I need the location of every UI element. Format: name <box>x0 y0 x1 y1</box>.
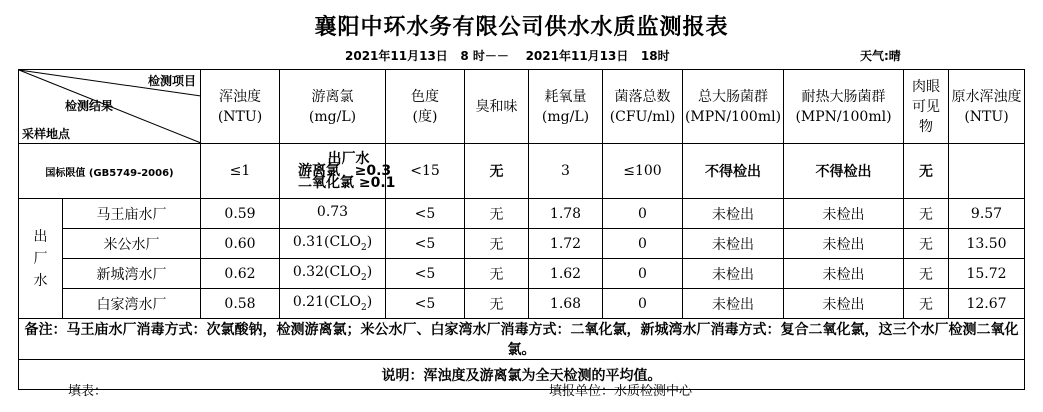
cell-coliform: 未检出 <box>683 289 784 319</box>
cell-visible: 无 <box>904 199 949 229</box>
cell-turbidity: 0.58 <box>201 289 280 319</box>
cell-thermo-coliform: 未检出 <box>784 259 904 289</box>
cell-oxygen: 1.72 <box>529 229 603 259</box>
corner-header-cell <box>19 70 201 144</box>
column-header-raw-turbidity: 原水浑浊度 (NTU) <box>949 70 1025 144</box>
cell-coliform: 未检出 <box>683 229 784 259</box>
cell-raw-turbidity: 15.72 <box>949 259 1025 289</box>
cell-turbidity: 0.59 <box>201 199 280 229</box>
column-header-color: 色度 (度) <box>386 70 465 144</box>
corner-label-site: 采样地点 <box>22 127 71 141</box>
cell-oxygen: 1.78 <box>529 199 603 229</box>
cell-coliform: 未检出 <box>683 259 784 289</box>
limit-turbidity: ≤1 <box>201 144 280 199</box>
cell-bacteria: 0 <box>603 229 683 259</box>
cell-bacteria: 0 <box>603 289 683 319</box>
column-header-visible: 肉眼可见物 <box>904 70 949 144</box>
column-header-oxygen: 耗氧量 (mg/L) <box>529 70 603 144</box>
table-row <box>19 199 1025 229</box>
cell-thermo-coliform: 未检出 <box>784 199 904 229</box>
water-quality-table <box>18 69 1025 390</box>
reporting-unit-label: 填报单位：水质检测中心 <box>549 384 693 399</box>
cell-turbidity: 0.62 <box>201 259 280 289</box>
corner-label-item: 检测项目 <box>147 74 196 88</box>
cell-visible: 无 <box>904 289 949 319</box>
cell-visible: 无 <box>904 229 949 259</box>
cell-raw-turbidity: 9.57 <box>949 199 1025 229</box>
column-header-odor: 臭和味 <box>465 70 529 144</box>
report-title: 襄阳中环水务有限公司供水水质监测报表 <box>314 14 729 40</box>
limit-row <box>19 144 1025 199</box>
cell-chlorine: 0.73 <box>280 199 386 229</box>
site-name: 新城湾水厂 <box>63 259 201 289</box>
cell-odor: 无 <box>465 229 529 259</box>
site-name: 白家湾水厂 <box>63 289 201 319</box>
cell-color: <5 <box>386 289 465 319</box>
limit-oxygen: 3 <box>529 144 603 199</box>
column-header-free-chlorine: 游离氯 (mg/L) <box>280 70 386 144</box>
limit-bacteria: ≤100 <box>603 144 683 199</box>
weather-label: 天气:晴 <box>860 49 901 63</box>
explanation-row <box>19 360 1025 390</box>
limit-chlorine: 出厂水 游离氯 ≥0.3 二氧化氯 ≥0.1 <box>280 144 386 199</box>
limit-odor: 无 <box>465 144 529 199</box>
cell-chlorine: $0.32(CLO_2)$ <box>280 259 386 289</box>
limit-coliform: 不得检出 <box>683 144 784 199</box>
limit-thermo-coliform: 不得检出 <box>784 144 904 199</box>
header-row <box>19 70 1025 144</box>
cell-color: <5 <box>386 199 465 229</box>
cell-color: <5 <box>386 259 465 289</box>
cell-coliform: 未检出 <box>683 199 784 229</box>
limit-label: 国标限值 (GB5749-2006) <box>19 144 201 199</box>
table-row <box>19 259 1025 289</box>
cell-thermo-coliform: 未检出 <box>784 229 904 259</box>
date-range: 2021年11月13日 8 时－－ 2021年11月13日 18时 <box>345 49 670 63</box>
cell-raw-turbidity: 12.67 <box>949 289 1025 319</box>
cell-chlorine: $0.31(CLO_2)$ <box>280 229 386 259</box>
cell-oxygen: 1.62 <box>529 259 603 289</box>
cell-odor: 无 <box>465 259 529 289</box>
explanation-text: 说明：浑浊度及游离氯为全天检测的平均值。 <box>19 360 1025 390</box>
cell-odor: 无 <box>465 199 529 229</box>
site-name: 马王庙水厂 <box>63 199 201 229</box>
limit-visible: 无 <box>904 144 949 199</box>
corner-label-result: 检测结果 <box>65 99 114 113</box>
cell-color: <5 <box>386 229 465 259</box>
cell-turbidity: 0.60 <box>201 229 280 259</box>
cell-raw-turbidity: 13.50 <box>949 229 1025 259</box>
cell-bacteria: 0 <box>603 199 683 229</box>
column-header-coliform: 总大肠菌群 (MPN/100ml) <box>683 70 784 144</box>
limit-color: <15 <box>386 144 465 199</box>
table-row <box>19 289 1025 319</box>
remark-text: 备注：马王庙水厂消毒方式：次氯酸钠，检测游离氯；米公水厂、白家湾水厂消毒方式：二氧化氯，新城湾水厂消毒方式：复合二氧化氯，这三个水厂检测二氧化氯。 <box>19 319 1025 360</box>
cell-oxygen: 1.68 <box>529 289 603 319</box>
column-header-bacteria: 菌落总数 (CFU/ml) <box>603 70 683 144</box>
site-name: 米公水厂 <box>63 229 201 259</box>
remark-row <box>19 319 1025 360</box>
column-header-thermo-coliform: 耐热大肠菌群 (MPN/100ml) <box>784 70 904 144</box>
table-row <box>19 229 1025 259</box>
column-header-turbidity: 浑浊度 (NTU) <box>201 70 280 144</box>
group-label-outlet-water: 出 厂 水 <box>19 199 63 319</box>
cell-bacteria: 0 <box>603 259 683 289</box>
cell-thermo-coliform: 未检出 <box>784 289 904 319</box>
limit-raw-turbidity <box>949 144 1025 199</box>
cell-odor: 无 <box>465 289 529 319</box>
filler-label: 填表： <box>68 384 108 399</box>
cell-chlorine: $0.21(CLO_2)$ <box>280 289 386 319</box>
cell-visible: 无 <box>904 259 949 289</box>
